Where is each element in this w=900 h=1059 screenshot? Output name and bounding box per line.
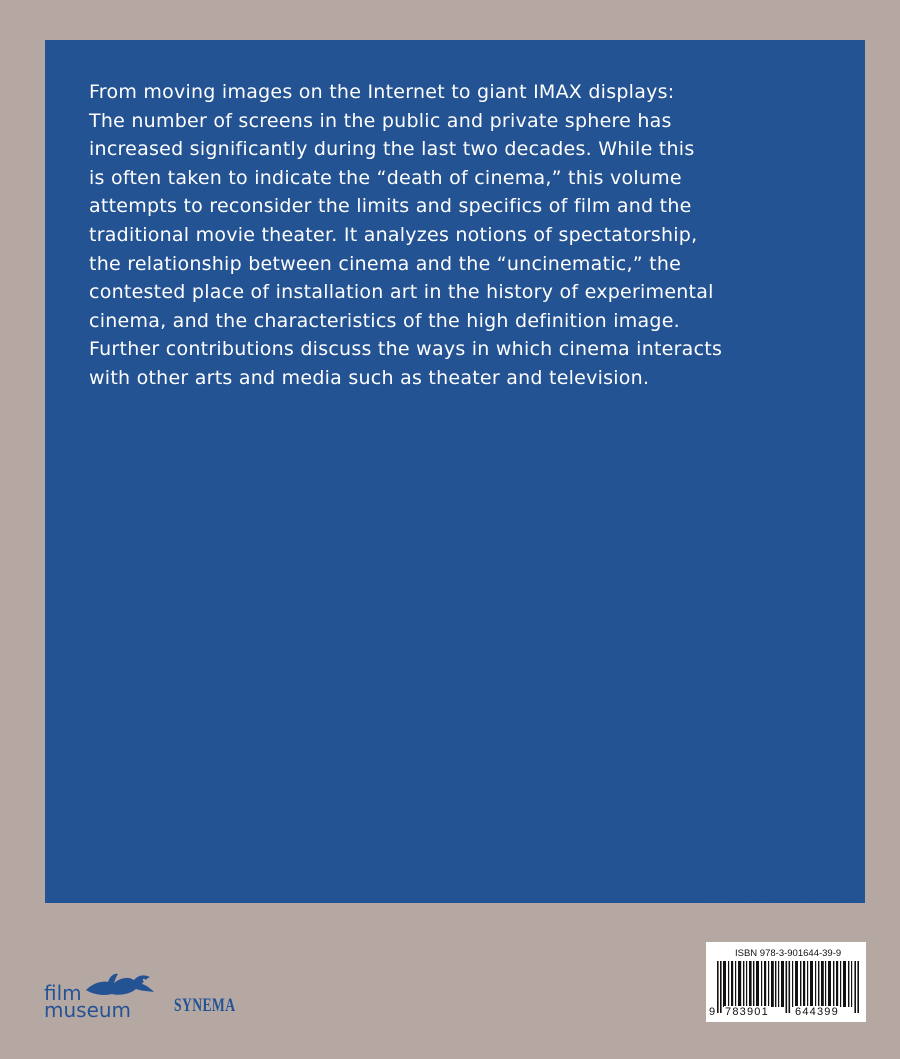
synema-logo: SYNEMA (174, 995, 236, 1016)
description-line: attempts to reconsider the limits and specifics of film and the (89, 195, 692, 218)
description-line: The number of screens in the public and private sphere has (89, 109, 672, 132)
series-label: FilmmuseumSynemaPublikationen (666, 887, 865, 901)
description-line: Further contributions discuss the ways in which cinema interacts (89, 338, 723, 361)
description-line: traditional movie theater. It analyzes notions of spectatorship, (89, 223, 698, 246)
isbn-number: ISBN 978-3-901644-39-9 (735, 948, 842, 959)
barcode-digit-lead: 9 (709, 1006, 717, 1018)
filmmuseum-logo (44, 972, 156, 1024)
barcode-digits-left: 783901 (725, 1006, 769, 1018)
flying-creature-icon (84, 972, 156, 1000)
description-line: with other arts and media such as theater and television. (89, 366, 650, 389)
barcode-digits-right: 644399 (795, 1006, 839, 1018)
description-panel (45, 40, 865, 903)
book-description (89, 78, 849, 393)
description-line: cinema, and the characteristics of the high definition image. (89, 309, 680, 332)
description-line: increased significantly during the last two decades. While this (89, 138, 695, 161)
logo-museum-word: museum (44, 998, 132, 1022)
description-line: is often taken to indicate the “death of cinema,” this volume (89, 166, 682, 189)
description-line: contested place of installation art in the history of experimental (89, 281, 714, 304)
description-line: From moving images on the Internet to giant IMAX displays: (89, 81, 675, 103)
logo-film-word: film (44, 981, 82, 1005)
description-line: the relationship between cinema and the “uncinematic,” the (89, 252, 682, 275)
isbn-barcode (706, 942, 866, 1022)
